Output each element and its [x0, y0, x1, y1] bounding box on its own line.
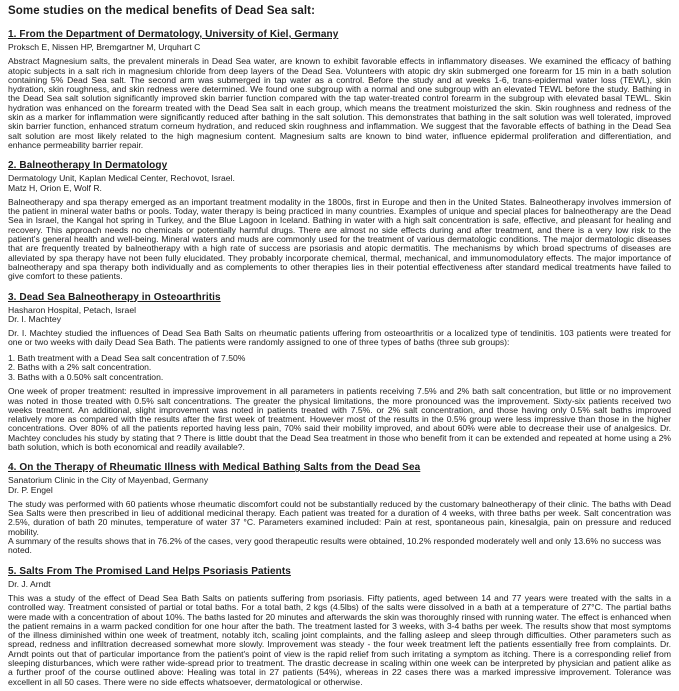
affiliation-author-line: Proksch E, Nissen HP, Bremgartner M, Urquhart C	[8, 42, 201, 52]
paragraph: Abstract Magnesium salts, the prevalent minerals in Dead Sea water, are known to exhibit favorable effects in inflammatory diseases. We examined the efficacy of bathing atopic subjects in a salt rich in magnesium chloride from deep layers of the Dead Sea. Volunteers with atopic dry skin submerged one forearm for 15 min in a bath solution containing 5% Dead Sea salt. The second arm was submerged in tap water as a control. Before the study and at weeks 1-6, trans-epidermal water loss (TEWL), skin hydration, skin roughness, and skin redness were determined. We found one subgroup with a normal and one subgroup with an elevated TEWL before the study. Bathing in the Dead Sea salt solution significantly improved skin barrier function compared with the tap water-treated control forearm in the subgroup with elevated basal TEWL. Skin hydration was enhanced on the forearm treated with the Dead Sea salt in each group, which means the treatment moisturized the skin. Skin roughness and redness of the skin as a marker for inflammation were significantly reduced after bathing in the salt solution. This demonstrates that bathing in the salt solution was well tolerated, improved skin barrier function, enhanced stratum corneum hydration, and reduced skin roughness and inflammation. We suggest that the favorable effects of bathing in the Dead Sea salt solution are most likely related to the high magnesium content. Magnesium salts are known to bind water, influence epidermal proliferation and differentiation, and enhance permeability barrier repair.	[8, 56, 671, 150]
paragraph: One week of proper treatment: resulted in impressive improvement in all parameters in patients receiving 7.5% and 2% bath salt concentration, but little or no improvement was noted in those treated with 0.5% salt concentrations. The greater the physical limitations, the more pronounced was the improvement. Sixty-six patients received two weeks treatment. An additional, slight improvement was noted in patients treated with 7.5%. or 2% salt concentration, and those having only 0.5% salt baths improved relatively more as compared with the results after the first week of treatment. However most of the results in the 0.5% group were less impressive than those in the higher concentrations. Over 80% of all the patients reported having less pain, 70% said their mobility improved, and about 60% were able to decrease their use of analgesics. Dr. Machtey concludes his study by stating that ? There is little doubt that the Dead Sea treatment in those who benefit from it can be extended and repeated at home using a 2% bath solution, which is both economical and readily available?.	[8, 386, 671, 452]
sections-container	[8, 29, 671, 687]
section-heading: 3. Dead Sea Balneotherapy in Osteoarthritis	[8, 291, 221, 303]
section-5	[8, 566, 671, 687]
affiliation-author-line: Dr. I. Machtey	[8, 313, 62, 324]
section-3	[8, 292, 671, 453]
list-item: 2. Baths with a 2% salt concentration.	[8, 362, 152, 373]
affiliation-author-line: Dr. P. Engel	[8, 484, 53, 495]
affiliation-author-line: Dermatology Unit, Kaplan Medical Center, Rechovot, Israel.	[8, 173, 235, 184]
paragraph: The study was performed with 60 patients whose rheumatic discomfort could not be substantially reduced by the customary balneotherapy of their clinic. The baths with Dead Sea Salts were then prescribed in lieu of additional medicinal therapy. Each patient was treated for a duration of 4 weeks, with three baths per week. Salt concentration was 2.5%, duration of bath 20 minutes, temperature of water 37 °C. Parameters examined included: Pain at rest, spontaneous pain, kinesalgia, pain on pressure and reduced mobility.	[8, 498, 671, 537]
section-2	[8, 160, 671, 281]
section-heading: 4. On the Therapy of Rheumatic Illness with Medical Bathing Salts from the Dead Sea	[8, 462, 421, 474]
section-heading: 5. Salts From The Promised Land Helps Psoriasis Patients	[8, 565, 291, 577]
list-item: 3. Baths with a 0.50% salt concentration.	[8, 371, 164, 382]
affiliation-author-line: Dr. J. Arndt	[8, 578, 51, 589]
affiliation-author-line: Hasharon Hospital, Petach, Israel	[8, 304, 137, 315]
page-title: Some studies on the medical benefits of Dead Sea salt:	[8, 5, 316, 17]
section-heading: 2. Balneotherapy In Dermatology	[8, 160, 168, 172]
paragraph: A summary of the results shows that in 76.2% of the cases, very good therapeutic results were obtained, 10.2% responded moderately well and only 13.6% no success was noted.	[8, 536, 662, 556]
section-4	[8, 462, 671, 555]
paragraph: This was a study of the effect of Dead Sea Bath Salts on patients suffering from psoriasis. Fifty patients, aged between 14 and 77 years were treated with the salts in a controlled way. Treatment consisted of partial or total baths. For a total bath, 2 kgs (4.5lbs) of the salts were dissolved in a bath at a temperature of 27°C. The partial baths were made with a concentration of about 10%. The baths lasted for 20 minutes and afterwards the skin was thoroughly rinsed with running water. The effect is enhanced when the patient remains in a warm packed condition for one hour after the bath. The treatment lasted for 3 weeks, with 3-4 baths per week. The results show that most symptoms of the illness diminished within one week of treatment, notably itch, scaling joint complaints, and the falling asleep and sleep through difficulties. Other parameters such as spread, redness and infiltration decreased somewhat more slowly. Improvement was steady - the four week treatment left the patients essentially free from complaints. Dr. Arndt points out that of particular importance from the patient's point of view is the rapid relief from such irritating a symptom as itching. There is a corresponding relief from sleeping disturbances, which were rather wide-spread prior to treatment. The drastic decrease in scaling within one week can be interpreted by physician and patient alike as a further proof of the course outlined above: Healing was total in 27 patients (54%), whereas in 22 cases there was a marked impressive improvement. Tolerance was excellent in all 50 cases. There were no side effects whatsoever, dermatological or otherwise.	[8, 592, 671, 687]
section-1	[8, 29, 671, 150]
section-heading: 1. From the Department of Dermatology, University of Kiel, Germany	[8, 29, 339, 40]
affiliation-author-line: Matz H, Orion E, Wolf R.	[8, 182, 102, 193]
affiliation-author-line: Sanatorium Clinic in the City of Mayenbad, Germany	[8, 475, 209, 486]
list-item: 1. Bath treatment with a Dead Sea salt concentration of 7.50%	[8, 352, 246, 363]
bath-groups-list	[8, 354, 671, 383]
paragraph: Dr. I. Machtey studied the influences of Dead Sea Bath Salts on rheumatic patients uffering from osteoarthritis or a localized type of tendinitis. 103 patients were treated for one or two weeks with daily Dead Sea Bath. The patients were randomly assigned to one of three types of baths (three sub groups):	[8, 328, 671, 348]
paragraph: Balneotherapy and spa therapy emerged as an important treatment modality in the 1800s, first in Europe and then in the United States. Balneotherapy involves immersion of the patient in mineral water baths or pools. Today, water therapy is being practiced in many countries. Examples of unique and special places for balneotherapy are the Dead Sea in Israel, the Kangal hot spring in Turkey, and the Blue Lagoon in Iceland. Bathing in water with a high salt concentration is safe, effective, and pleasant for healing and recovery. This approach needs no chemicals or potentially harmful drugs. There are almost no side effects during and after treatment, and there is a very low risk to the patient's general health and well-being. Mineral waters and muds are commonly used for the treatment of various dermatologic conditions. The major dermatologic diseases that are frequently treated by balneotherapy with a high rate of success are psoriasis and atopic dermatitis. The mechanisms by which broad spectrums of diseases are alleviated by spa therapy have not been fully elucidated. They probably incorporate chemical, thermal, mechanical, and immunomodulatory effects. The major importance of balneotherapy and spa therapy both individually and as complements to other therapies lies in their potential effectiveness after standard medical treatments have failed to give comfort to these patients.	[8, 196, 671, 282]
